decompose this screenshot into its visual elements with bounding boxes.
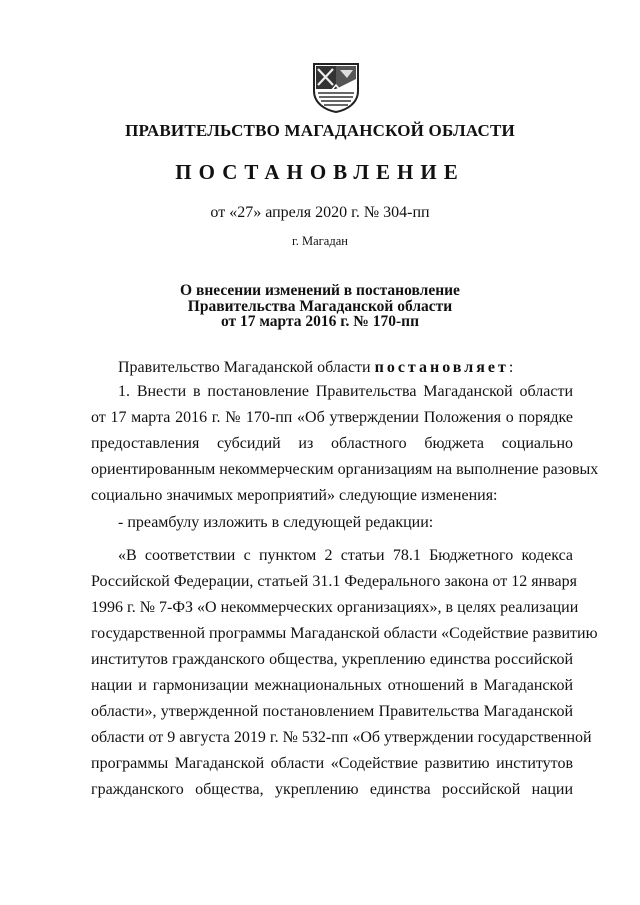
body-line: области от 9 августа 2019 г. № 532-пп «Об утверждении государственной [91, 729, 592, 746]
subject-line: Правительства Магаданской области [187, 297, 453, 315]
subject-line: от 17 марта 2016 г. № 170-пп [220, 313, 420, 330]
body-line: институтов гражданского общества, укреплению единства российской [91, 651, 573, 668]
body-line: области», утвержденной постановлением Правительства Магаданской [91, 703, 573, 720]
body-line: социально значимых мероприятий» следующие изменения: [91, 487, 498, 504]
body-line: нации и гармонизации межнациональных отношений в Магаданской [91, 677, 573, 694]
body-line: ориентированным некоммерческим организациям на выполнение разовых [91, 461, 599, 478]
document-subject [0, 283, 640, 330]
body-line: 1996 г. № 7-ФЗ «О некоммерческих организациях», в целях реализации [91, 599, 579, 616]
body-line: государственной программы Магаданской области «Содействие развитию [91, 625, 598, 642]
subject-line: О внесении изменений в постановление [180, 282, 460, 299]
document-type: ПОСТАНОВЛЕНИЕ [175, 160, 465, 184]
body-line: «В соответствии с пунктом 2 статьи 78.1 Бюджетного кодекса [118, 547, 573, 564]
intro-decision-word: постановляет [374, 359, 509, 376]
body-line: предоставления субсидий из областного бюджета социально [91, 435, 573, 452]
document-date-number: от «27» апреля 2020 г. № 304-пп [210, 204, 430, 221]
body-line: программы Магаданской области «Содействие развитию институтов [91, 755, 573, 772]
body-line: 1. Внести в постановление Правительства Магаданской области [118, 383, 573, 400]
intro-text: Правительство Магаданской области [118, 359, 375, 376]
body-line: от 17 марта 2016 г. № 170-пп «Об утверждении Положения о порядке [91, 409, 573, 426]
organization-name: ПРАВИТЕЛЬСТВО МАГАДАНСКОЙ ОБЛАСТИ [125, 121, 515, 140]
intro-colon: : [508, 359, 514, 376]
document-city: г. Магадан [292, 234, 348, 248]
body-line: гражданского общества, укреплению единства российской нации [91, 781, 573, 798]
intro-paragraph [118, 358, 513, 378]
body-line: Российской Федерации, статьей 31.1 Федерального закона от 12 января [91, 573, 577, 590]
coat-of-arms-icon [311, 61, 361, 113]
body-line: - преамбулу изложить в следующей редакции: [118, 514, 434, 531]
